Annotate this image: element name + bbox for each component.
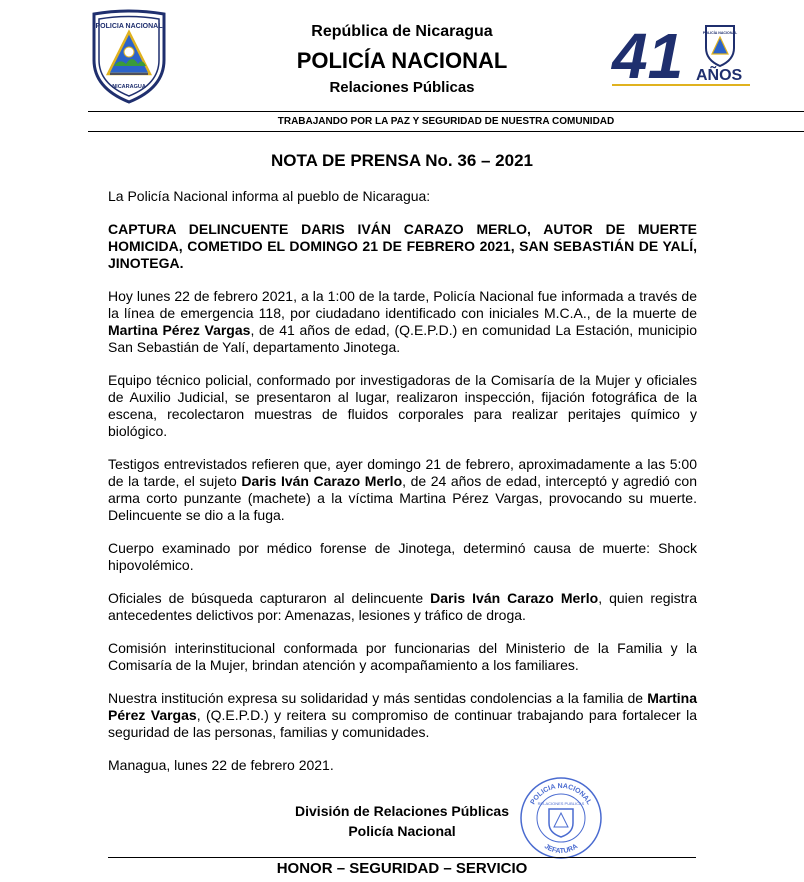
top-rule-1 [88, 111, 804, 112]
paragraph-2: Equipo técnico policial, conformado por investigadoras de la Comisaría de la Mujer y oficiales de Auxilio Judicial, se presentaron al lugar, realizaron inspección, fijación fotográfica de la escena, recolectaron muestras de fluidos corporales para realizar peritajes químico y biológico. [108, 372, 697, 439]
seal-top-text: POLICIA NACIONAL [529, 782, 593, 806]
seal-middle-text: RELACIONES PUBLICAS [537, 801, 585, 806]
anniversary-word: AÑOS [696, 67, 743, 84]
header-department: Relaciones Públicas [329, 79, 475, 96]
headline-paragraph: CAPTURA DELINCUENTE DARIS IVÁN CARAZO MERLO, AUTOR DE MUERTE HOMICIDA, COMETIDO EL DOMINGO 21 DE FEBRERO 2021, SAN SEBASTIÁN DE YALÍ, JINOTEGA. [108, 221, 697, 271]
paragraph-5: Oficiales de búsqueda capturaron al delincuente Daris Iván Carazo Merlo, quien registra antecedentes delictivos por: Amenazas, lesiones y tráfico de droga. [108, 590, 697, 623]
footer-motto: HONOR – SEGURIDAD – SERVICIO [276, 860, 528, 877]
intro-paragraph: La Policía Nacional informa al pueblo de Nicaragua: [108, 188, 431, 204]
paragraph-1: Hoy lunes 22 de febrero 2021, a la 1:00 de la tarde, Policía Nacional fue informada a través de la línea de emergencia 118, por ciudadano identificado con iniciales M.C.A., de la muerte de Martina Pérez Vargas, de 41 años de edad, (Q.E.P.D.) en comunidad La Estación, municipio San Sebastián de Yalí, departamento Jinotega. [108, 288, 697, 355]
date-line: Managua, lunes 22 de febrero 2021. [108, 757, 334, 773]
header-country: República de Nicaragua [311, 23, 493, 40]
suspect-name: Daris Iván Carazo Merlo [241, 473, 403, 489]
badge-text: POLICÍA NACIONAL [702, 31, 738, 35]
paragraph-6: Comisión interinstitucional conformada por funcionarias del Ministerio de la Familia y la Comisaría de la Mujer, brindan atención y acompañamiento a los familiares. [108, 640, 697, 673]
suspect-name: Daris Iván Carazo Merlo [430, 590, 599, 606]
paragraph-7: Nuestra institución expresa su solidaridad y más sentidas condolencias a la familia de Martina Pérez Vargas, (Q.E.P.D.) y reitera su compromiso de continuar trabajando para fortalecer la seguridad de las personas, familias y comunidades. [108, 690, 698, 740]
footer-rule [108, 857, 696, 858]
svg-text:JEFATURA [543, 843, 579, 855]
anniversary-number: 41 [612, 22, 684, 88]
official-seal-stamp [518, 775, 604, 861]
signature-division: División de Relaciones Públicas [295, 803, 509, 819]
paragraph-4: Cuerpo examinado por médico forense de Jinotega, determinó causa de muerte: Shock hipovolémico. [108, 540, 697, 573]
signature-institution: Policía Nacional [348, 823, 456, 839]
police-badge-icon [703, 26, 738, 66]
top-rule-2 [88, 131, 804, 132]
police-shield-logo [90, 8, 168, 104]
top-motto: TRABAJANDO POR LA PAZ Y SEGURIDAD DE NUESTRA COMUNIDAD [277, 116, 615, 127]
paragraph-3: Testigos entrevistados refieren que, ayer domingo 21 de febrero, aproximadamente a las 5:00 de la tarde, el sujeto Daris Iván Carazo Merlo, de 24 años de edad, interceptó y agredió con arma corto punzante (machete) a la víctima Martina Pérez Vargas, provocando su muerte. Delincuente se dio a la fuga. [108, 456, 697, 523]
press-release-body [108, 188, 697, 790]
logo-left-text-top: POLICIA NACIONAL [95, 23, 163, 30]
victim-name: Martina Pérez Vargas [108, 322, 251, 338]
press-release-title: NOTA DE PRENSA No. 36 – 2021 [270, 151, 533, 170]
header-titles [250, 22, 554, 98]
logo-left-text-bottom: NICARAGUA [112, 84, 146, 90]
header-institution: POLICÍA NACIONAL [296, 48, 508, 73]
anniversary-41-logo [610, 22, 756, 88]
seal-bottom-text: JEFATURA [542, 843, 580, 856]
signature-block [250, 801, 554, 841]
victim-name: Martina Pérez Vargas [108, 690, 697, 723]
